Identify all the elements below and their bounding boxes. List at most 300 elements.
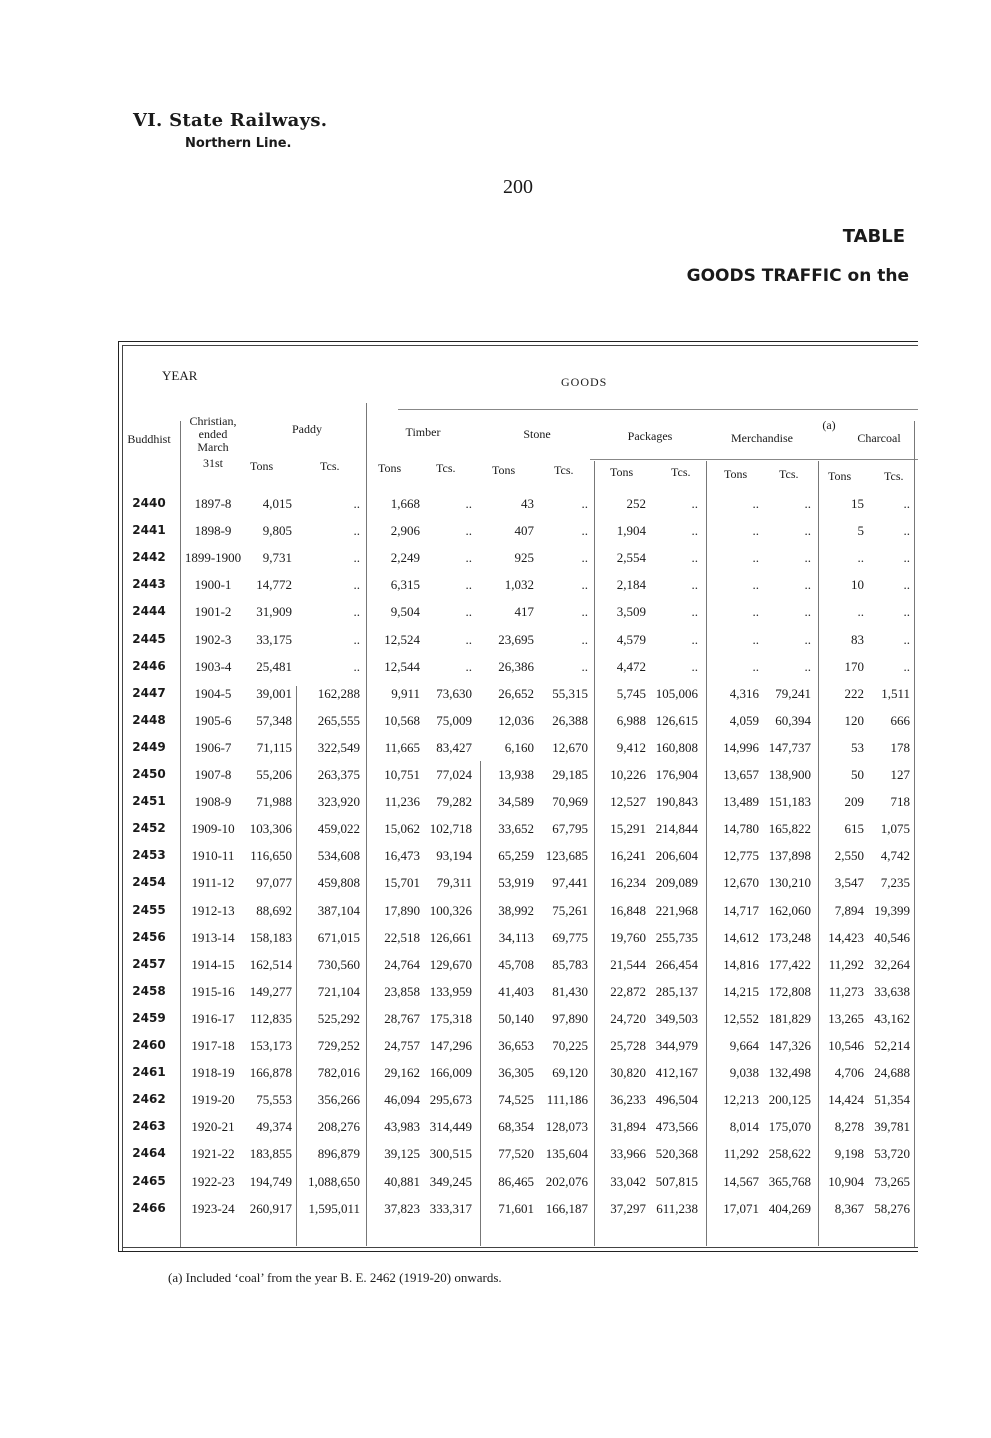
value-cell: 16,241 [610,848,646,864]
value-cell: 12,524 [384,631,420,647]
value-cell: 123,685 [545,848,588,864]
value-cell: 14,215 [723,983,759,999]
value-cell: 459,808 [317,875,360,891]
value-cell: 349,503 [655,1010,698,1026]
value-cell: 29,185 [552,767,588,782]
value-cell: 26,388 [552,712,588,728]
value-cell: 39,781 [874,1119,910,1135]
table-top-rule-inner [122,345,918,346]
value-cell: 29,162 [384,1065,420,1081]
section-subtitle: Northern Line. [185,136,292,151]
value-cell: 43 [521,496,534,511]
value-cell: .. [903,550,910,566]
value-cell: 129,670 [429,956,472,972]
value-cell: 70,225 [552,1038,588,1053]
value-cell: 39,125 [384,1146,420,1162]
value-cell: 14,780 [723,821,759,837]
value-cell: 5 [857,523,864,539]
value-cell: 70,969 [552,794,588,810]
value-cell: 925 [514,550,534,566]
buddhist-year-cell: 2444 [132,604,166,619]
value-cell: 53,720 [874,1146,910,1162]
value-cell: 127 [890,767,910,782]
value-cell: .. [857,604,864,620]
value-cell: 46,094 [384,1092,420,1108]
goods-header: GOODS [561,375,608,389]
buddhist-year-cell: 2449 [132,739,166,754]
value-cell: 1,904 [616,523,646,539]
value-cell: 79,282 [436,794,472,810]
value-cell: 183,855 [249,1146,292,1162]
table-heading: GOODS TRAFFIC on the [686,266,909,286]
value-cell: 14,816 [723,956,759,972]
value-cell: 525,292 [317,1010,360,1026]
value-cell: 729,252 [317,1038,360,1053]
value-cell: 19,760 [610,929,646,945]
value-cell: 147,326 [768,1038,811,1053]
value-cell: 14,772 [256,577,292,593]
value-cell: 2,184 [616,577,646,593]
value-cell: 97,441 [552,875,588,891]
value-cell: .. [752,550,759,566]
value-cell: 37,823 [384,1200,420,1216]
value-cell: 3,509 [616,604,646,620]
christian-year-cell: 1921-22 [191,1146,235,1162]
value-cell: 83,427 [436,739,472,755]
value-cell: 14,424 [828,1092,864,1108]
christian-year-cell: 1901-2 [194,604,232,620]
value-cell: .. [804,658,811,674]
value-cell: .. [465,631,472,647]
value-cell: 12,527 [610,794,646,810]
value-cell: 13,657 [723,767,759,782]
value-cell: 166,878 [249,1065,292,1081]
value-cell: 79,241 [775,685,811,701]
value-cell: .. [691,658,698,674]
value-cell: 8,014 [729,1119,759,1135]
buddhist-year-cell: 2465 [132,1173,166,1188]
christian-year-cell: 1913-14 [191,929,235,945]
value-cell: .. [581,496,588,511]
value-cell: 100,326 [429,902,472,918]
value-cell: 6,315 [390,577,420,593]
value-cell: 160,808 [655,739,698,755]
value-cell: 135,604 [545,1146,588,1162]
value-cell: 36,653 [498,1038,534,1053]
buddhist-year-cell: 2464 [132,1146,166,1161]
value-cell: 162,288 [317,685,360,701]
christian-year-cell: 1922-23 [191,1173,235,1189]
value-cell: 10 [851,577,864,593]
value-cell: 41,403 [498,983,534,999]
value-cell: 9,038 [729,1065,759,1081]
buddhist-year-cell: 2450 [132,767,166,781]
value-cell: 12,544 [384,658,420,674]
value-cell: .. [804,496,811,511]
value-cell: .. [691,631,698,647]
christian-year-cell: 1905-6 [194,712,232,728]
value-cell: 43,983 [384,1119,420,1135]
packages-tons-header: Tons [610,465,634,479]
value-cell: 14,423 [828,929,864,945]
value-cell: 206,604 [655,848,698,864]
christian-year-cell: 1899-1900 [184,550,242,566]
value-cell: 322,549 [317,739,360,755]
value-cell: 50 [851,767,864,782]
value-cell: 16,848 [610,902,646,918]
value-cell: .. [752,631,759,647]
value-cell: 111,186 [546,1092,588,1108]
value-cell: 149,277 [249,983,292,999]
value-cell: 88,692 [256,902,292,918]
value-cell: 344,979 [655,1038,698,1053]
value-cell: .. [465,577,472,593]
value-cell: 4,316 [729,685,759,701]
value-cell: 202,076 [545,1173,588,1189]
value-cell: 10,546 [828,1038,864,1053]
value-cell: 285,137 [655,983,698,999]
value-cell: 58,276 [874,1200,910,1216]
value-cell: 30,820 [610,1065,646,1081]
christian-year-cell: 1919-20 [191,1092,235,1108]
buddhist-year-cell: 2453 [132,848,166,863]
value-cell: 387,104 [317,902,360,918]
paddy-tons-header: Tons [250,459,274,473]
value-cell: 671,015 [317,929,360,945]
value-cell: 69,120 [552,1065,588,1081]
value-cell: .. [903,658,910,674]
value-cell: 473,566 [655,1119,698,1135]
value-cell: 255,735 [655,929,698,945]
value-cell: 2,249 [390,550,420,566]
page-number: 200 [503,176,533,198]
christian-year-cell: 1910-11 [191,848,235,864]
christian-year-cell: 1914-15 [191,956,235,972]
value-cell: .. [903,604,910,620]
value-cell: 730,560 [317,956,360,972]
christian-year-cell: 1916-17 [191,1010,235,1026]
value-cell: .. [465,604,472,620]
value-cell: 4,706 [834,1065,864,1081]
value-cell: 5,745 [616,685,646,701]
value-cell: 666 [890,712,910,728]
value-cell: 73,630 [436,685,472,701]
value-cell: 9,911 [391,685,420,701]
christian-header-line: Christian, [189,414,237,428]
value-cell: 175,070 [768,1119,811,1135]
value-cell: 162,060 [768,902,811,918]
value-cell: 2,550 [834,848,864,864]
value-cell: .. [581,550,588,566]
section-title: VI. State Railways. [133,110,328,131]
value-cell: 260,917 [249,1200,292,1216]
stone-tons-header: Tons [492,463,516,477]
value-cell: .. [691,577,698,593]
value-cell: 31,909 [256,604,292,620]
value-cell: 14,717 [723,902,759,918]
value-cell: 17,890 [384,902,420,918]
value-cell: 71,115 [256,739,292,755]
christian-year-cell: 1911-12 [191,875,235,891]
christian-year-cell: 1900-1 [194,577,232,593]
value-cell: 12,670 [552,739,588,755]
value-cell: 263,375 [317,767,360,782]
subheader-rule [590,459,918,460]
buddhist-year-cell: 2463 [132,1119,166,1134]
value-cell: 534,608 [317,848,360,864]
value-cell: 52,214 [874,1038,910,1053]
value-cell: 15,062 [384,821,420,837]
value-cell: 323,920 [317,794,360,810]
value-cell: 718 [890,794,910,810]
value-cell: 266,454 [655,956,698,972]
value-cell: .. [804,604,811,620]
value-cell: .. [691,496,698,511]
value-cell: .. [804,550,811,566]
timber-header: Timber [405,425,441,439]
value-cell: 53,919 [498,875,534,891]
value-cell: 33,042 [610,1173,646,1189]
footnote: (a) Included ‘coal’ from the year B. E. 2462 (1919-20) onwards. [168,1270,502,1285]
christian-year-cell: 1898-9 [194,523,232,539]
value-cell: 10,226 [610,767,646,782]
value-cell: 68,354 [498,1119,534,1135]
value-cell: 57,348 [256,712,292,728]
value-cell: 6,988 [616,712,646,728]
value-cell: 24,720 [610,1010,646,1026]
value-cell: 75,009 [436,712,472,728]
value-cell: 26,652 [498,685,534,701]
value-cell: .. [465,658,472,674]
value-cell: 130,210 [768,875,811,891]
value-cell: 50,140 [498,1010,534,1026]
value-cell: 13,265 [828,1010,864,1026]
value-cell: 16,473 [384,848,420,864]
timber-tons-header: Tons [378,461,402,475]
value-cell: 17,071 [723,1200,759,1216]
value-cell: .. [465,523,472,539]
buddhist-year-cell: 2462 [132,1092,166,1107]
value-cell: 1,511 [881,685,910,701]
christian-header-line: ended [198,427,228,441]
value-cell: 75,261 [552,902,588,918]
value-cell: 74,525 [498,1092,534,1108]
value-cell: .. [581,604,588,620]
value-cell: 172,808 [768,983,811,999]
charcoal-tons-header: Tons [828,469,852,483]
value-cell: 178 [890,739,910,755]
value-cell: 15,701 [384,875,420,891]
value-cell: 258,622 [768,1146,811,1162]
value-cell: 67,795 [552,821,588,837]
buddhist-year-cell: 2455 [132,902,166,917]
buddhist-year-cell: 2440 [132,496,166,510]
value-cell: 265,555 [317,712,360,728]
value-cell: .. [353,631,360,647]
value-cell: 128,073 [545,1119,588,1135]
value-cell: 9,412 [616,739,646,755]
value-cell: .. [581,631,588,647]
christian-year-cell: 1909-10 [191,821,235,837]
value-cell: .. [581,523,588,539]
buddhist-year-cell: 2461 [132,1065,166,1080]
value-cell: .. [353,550,360,566]
value-cell: 4,579 [616,631,646,647]
christian-year-cell: 1906-7 [194,739,232,755]
value-cell: 71,988 [256,794,292,810]
value-cell: 97,077 [256,875,292,891]
value-cell: 137,898 [768,848,811,864]
charcoal-tcs-header: Tcs. [884,469,904,483]
buddhist-year-cell: 2454 [132,875,166,890]
value-cell: 23,858 [384,983,420,999]
value-cell: 22,872 [610,983,646,999]
buddhist-year-cell: 2457 [132,956,166,971]
value-cell: 1,595,011 [308,1200,360,1216]
value-cell: 9,805 [262,523,292,539]
value-cell: 14,567 [723,1173,759,1189]
packages-header: Packages [627,429,673,443]
value-cell: 102,718 [429,821,472,837]
value-cell: 133,959 [429,983,472,999]
value-cell: 11,236 [384,794,420,810]
goods-traffic-table [118,341,918,1252]
value-cell: .. [353,523,360,539]
value-cell: 158,183 [249,929,292,945]
paddy-tcs-header: Tcs. [320,459,340,473]
value-cell: 75,553 [256,1092,292,1108]
value-cell: 496,504 [655,1092,698,1108]
value-cell: 173,248 [768,929,811,945]
value-cell: 896,879 [317,1146,360,1162]
value-cell: 147,737 [768,739,811,755]
value-cell: 3,547 [834,875,864,891]
value-cell: .. [804,577,811,593]
value-cell: 65,259 [498,848,534,864]
charcoal-header: Charcoal [857,431,901,445]
value-cell: 14,996 [723,739,759,755]
christian-year-cell: 1908-9 [194,794,232,810]
goods-header-rule [398,409,918,410]
table-label: TABLE [842,226,905,247]
value-cell: 132,498 [768,1065,811,1081]
value-cell: 252 [626,496,646,511]
value-cell: .. [581,658,588,674]
value-cell: 194,749 [249,1173,292,1189]
value-cell: .. [353,577,360,593]
christian-year-cell: 1903-4 [194,658,232,674]
value-cell: 208,276 [317,1119,360,1135]
value-cell: 73,265 [874,1173,910,1189]
value-cell: 1,668 [390,496,420,511]
value-cell: .. [752,496,759,511]
timber-tcs-header: Tcs. [436,461,456,475]
value-cell: 138,900 [768,767,811,782]
paddy-header: Paddy [292,422,322,436]
value-cell: 24,757 [384,1038,420,1053]
value-cell: 86,465 [498,1173,534,1189]
christian-header-line: 31st [202,456,223,470]
value-cell: 9,504 [390,604,420,620]
packages-tcs-header: Tcs. [671,465,691,479]
value-cell: 22,518 [384,929,420,945]
value-cell: 85,783 [552,956,588,972]
value-cell: 151,183 [768,794,811,810]
value-cell: 300,515 [429,1146,472,1162]
value-cell: 166,009 [429,1065,472,1081]
value-cell: 38,992 [498,902,534,918]
value-cell: .. [353,604,360,620]
value-cell: 11,292 [828,956,864,972]
value-cell: 12,670 [723,875,759,891]
value-cell: 19,399 [874,902,910,918]
value-cell: .. [752,523,759,539]
value-cell: 209,089 [655,875,698,891]
value-cell: 12,036 [498,712,534,728]
value-cell: 34,113 [498,929,534,945]
value-cell: 333,317 [429,1200,472,1216]
value-cell: 209 [844,794,864,810]
value-cell: 43,162 [874,1010,910,1026]
value-cell: 39,001 [256,685,292,701]
value-cell: 116,650 [250,848,292,864]
value-cell: 69,775 [552,929,588,945]
value-cell: 79,311 [436,875,472,891]
value-cell: 4,742 [880,848,910,864]
christian-year-cell: 1917-18 [191,1038,235,1053]
value-cell: 8,367 [834,1200,864,1216]
value-cell: 170 [844,658,864,674]
value-cell: 404,269 [768,1200,811,1216]
value-cell: 4,059 [729,712,759,728]
value-cell: .. [691,523,698,539]
value-cell: 175,318 [429,1010,472,1026]
value-cell: 520,368 [655,1146,698,1162]
value-cell: 11,292 [723,1146,759,1162]
value-cell: 9,731 [262,550,292,566]
value-cell: 1,032 [504,577,534,593]
value-cell: 349,245 [429,1173,472,1189]
value-cell: 459,022 [317,821,360,837]
value-cell: 33,966 [610,1146,646,1162]
buddhist-year-cell: 2441 [132,523,166,538]
value-cell: 4,015 [262,496,292,511]
value-cell: 412,167 [655,1065,698,1081]
buddhist-year-cell: 2446 [132,658,166,673]
value-cell: 24,688 [874,1065,910,1081]
christian-header-line: March [197,440,229,454]
value-cell: 40,881 [384,1173,420,1189]
value-cell: 81,430 [552,983,588,999]
value-cell: 10,904 [828,1173,864,1189]
value-cell: 71,601 [498,1200,534,1216]
stone-tcs-header: Tcs. [554,463,574,477]
value-cell: 112,835 [250,1010,292,1026]
value-cell: 26,386 [498,658,534,674]
value-cell: 782,016 [317,1065,360,1081]
value-cell: .. [752,604,759,620]
merchandise-header: Merchandise [731,431,793,445]
value-cell: .. [903,577,910,593]
value-cell: 55,315 [552,685,588,701]
buddhist-year-cell: 2448 [132,712,166,727]
value-cell: .. [691,604,698,620]
value-cell: 12,775 [723,848,759,864]
year-header: YEAR [162,368,198,383]
buddhist-year-cell: 2456 [132,929,166,944]
value-cell: 721,104 [317,983,360,999]
value-cell: 9,198 [834,1146,864,1162]
